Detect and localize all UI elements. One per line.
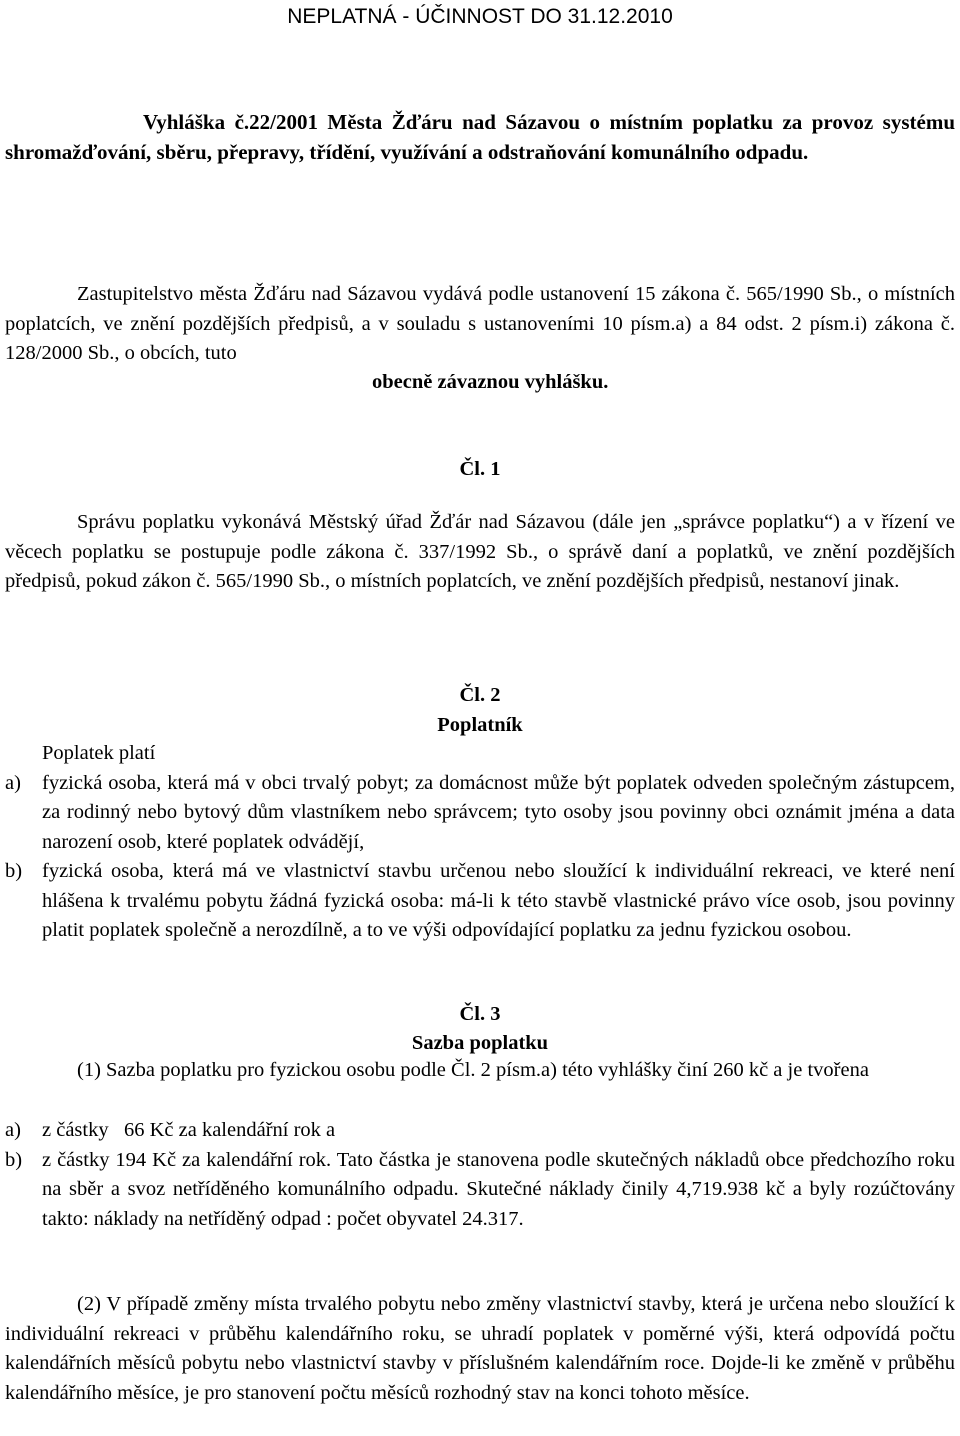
- title-text: Vyhláška č.22/2001 Města Žďáru nad Sázavou o místním poplatku za provoz systému shromažďování, sběru, přepravy, třídění, využívání a odstraňování komunálního odpadu.: [5, 110, 955, 164]
- decree-heading: obecně závaznou vyhlášku.: [372, 371, 609, 393]
- article-1-heading: Čl. 1: [459, 458, 501, 480]
- list-item-text: z částky 66 Kč za kalendářní rok a: [42, 1119, 336, 1141]
- preamble: [5, 280, 955, 369]
- list-marker: b): [5, 860, 23, 882]
- article-2-content: [5, 739, 955, 946]
- list-marker: a): [5, 1119, 21, 1141]
- article-3-items: [5, 1116, 955, 1234]
- list-marker: b): [5, 1148, 23, 1171]
- article-1-body: Správu poplatku vykonává Městský úřad Žďár nad Sázavou (dále jen „správce poplatku“) a v řízení ve věcech poplatku se postupuje podle zákona č. 337/1992 Sb., o správě daní a poplatků, ve znění pozdějších předpisů, pokud zákon č. 565/1990 Sb., o místních poplatcích, ve znění pozdějších předpisů, nestanoví jinak.: [5, 511, 955, 592]
- article-3-paragraph-1: [5, 1056, 955, 1086]
- article-3-p1-text: (1) Sazba poplatku pro fyzickou osobu podle Čl. 2 písm.a) této vyhlášky činí 260 kč a je tvořena: [77, 1059, 869, 1081]
- validity-note: NEPLATNÁ - ÚČINNOST DO 31.12.2010: [287, 5, 673, 28]
- article-2-subheading: Poplatník: [437, 714, 523, 736]
- list-item-text: z částky 194 Kč za kalendářní rok. Tato částka je stanovena podle skutečných nákladů obce předchozího roku na sběr a svoz netříděného komunálního odpadu. Skutečné náklady činily 4,719.938 kč a byly rozúčtovány takto: náklady na netříděný odpad : počet obyvatel 24.317.: [42, 1148, 955, 1230]
- article-2-heading: Čl. 2: [459, 684, 501, 706]
- list-item: [5, 1146, 955, 1235]
- article-2-lead: Poplatek platí: [42, 742, 156, 764]
- article-3-p2-text: (2) V případě změny místa trvalého pobytu nebo změny vlastnictví stavby, která je určena nebo sloužící k individuální rekreaci v průběhu kalendářního roku, se uhradí poplatek v poměrné výši, která odpovídá počtu kalendářních měsíců pobytu nebo vlastnictví stavby v příslušném kalendářním roce. Dojde-li ke změně v průběhu kalendářního měsíce, je pro stanovení počtu měsíců rozhodný stav na konci tohoto měsíce.: [5, 1293, 955, 1404]
- article-3-subheading: Sazba poplatku: [411, 1032, 549, 1054]
- article-3-paragraph-2: [5, 1290, 955, 1408]
- list-item-text: fyzická osoba, která má ve vlastnictví stavbu určenou nebo sloužící k individuální rekreaci, ve které není hlášena k trvalému pobytu žádná fyzická osoba: má-li k této stavbě vlastnické právo více osob, jsou povinny platit poplatek společně a nerozdílně, a to ve výši odpovídající poplatku za jednu fyzickou osobou.: [42, 860, 955, 941]
- list-item: [5, 769, 955, 858]
- list-item: [5, 1116, 955, 1146]
- list-item: [5, 857, 955, 946]
- list-marker: a): [5, 771, 21, 794]
- preamble-text: Zastupitelstvo města Žďáru nad Sázavou vydává podle ustanovení 15 zákona č. 565/1990 Sb., o místních poplatcích, ve znění pozdějších předpisů, a v souladu s ustanoveními 10 písm.a) a 84 odst. 2 písm.i) zákona č. 128/2000 Sb., o obcích, tuto: [5, 283, 955, 364]
- article-1-text: [5, 508, 955, 597]
- list-item-text: fyzická osoba, která má v obci trvalý pobyt; za domácnost může být poplatek odveden společným zástupcem, za rodinný nebo bytový dům vlastníkem nebo správcem; tyto osoby jsou povinny obci oznámit jména a data narození osob, které poplatek odvádějí,: [42, 771, 955, 853]
- article-3-heading: Čl. 3: [459, 1003, 501, 1025]
- document-title: [5, 107, 955, 167]
